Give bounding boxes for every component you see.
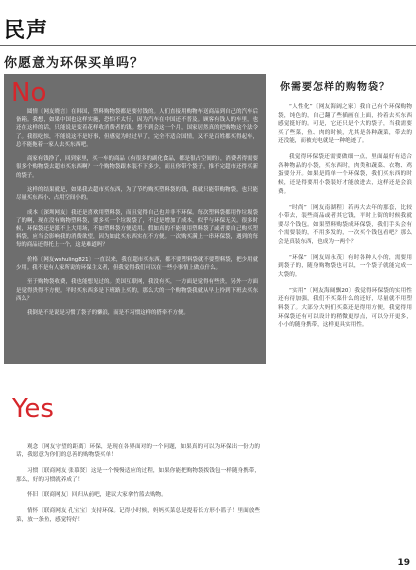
yes-paragraph: 怀旧〔联商网友〕回归从前吧，建议大家拿竹篮去购物。: [27, 492, 167, 499]
yes-paragraph: 观念〔网友守望的距离〕环保，是现在各界面对的一个问题，如果真的可以为环保出一份力的话，我愿意为你们的总善的购物袋买单！: [16, 444, 260, 459]
yes-heading: Yes: [12, 394, 54, 424]
right-paragraph: 我觉得环保袋还需要做细一点，里面最好有适合各种物品的小袋，买东西时，肉类和蔬菜、衣物、鸡蛋要分开。如果是简单一个环保袋，我们买东西的时候，还是得要用小袋装好才能放进去，这样还是会浪费。: [278, 154, 412, 195]
no-paragraph: 我倒是不是说是习惯了袋子的懒浪，而是不习惯这样的搭牵不方便。: [27, 310, 189, 317]
yes-opinions-text: [16, 443, 260, 531]
right-paragraph: “人性化”〔网友海阔之家〕我自己有个环保购物袋，纯色的，自己翻了些插画在上面，拎着去买东西感觉挺好的。可是，它还只是个大的袋子，当我需要买了些菜，鱼、肉的时候，尤其是各种蔬菜，带去的还没能，而被充电就是一种绝迹了。: [278, 104, 412, 145]
no-paragraph: 成本〔深圳网友〕我还是喜欢用塑料袋，而且觉得自己也并非不环保。每次塑料袋都用作垃圾袋了的啊，现在没有购物塑料袋，要多买一个垃圾袋了，不过是增加了成本，似乎与环保无关。很多时候，环保袋还是派不上大用场，不如塑料袋方便适用。假如真的不能使用塑料袋了或者要自己购买塑料袋，应当会影响我的消费欲望，因为如此买东西实在不方便。一次购买满上一串环保袋，遇到的每每的商品还得托上一个，这是难道吗？: [16, 209, 258, 249]
yes-paragraph: 情怀〔联商网友 孔宝宝〕支持环保。记得小时候，妈妈买菜总是提着长方形小篮子！里面放些菜，放一条鱼，感觉特好！: [16, 508, 260, 523]
no-opinions-text: [16, 108, 258, 324]
yes-opinions-area: [4, 366, 266, 566]
right-paragraph: “环保”〔网友周永茂〕有时各种人小的，需要用到袋子的，随身购物袋也可以，一个袋子就能完成一大袋的。: [278, 254, 412, 278]
right-column-text: [278, 103, 412, 330]
no-opinions-box: [4, 74, 266, 364]
no-paragraph: 这样的结果就是，如果我去超市买东西，为了节约购买塑料袋的钱，我就只能带购物袋，也只能尽量买东西小、占用空间小的。: [16, 187, 258, 202]
no-paragraph: 商家有钱挣了，回到家里，买一车的商品（有很多的副化食品，都是很占空间的），消费者得需要很多个购物袋去超市买东西啊？一个购物袋跟本装不下多少，而且你带个袋子，推不完超市还得买新的袋子。: [16, 156, 258, 179]
right-column-title: 你需要怎样的购物袋？: [280, 82, 390, 93]
no-paragraph: 圆情〔网友晓言〕在韩国，塑料购物袋都是要付钱的。人们直接用购物车送商品到自己的汽车后备箱。我想，如果中国也这样实施，恐怕不太行，因为汽车在中国还不普及。顾客有钱人的车里，也还在这样的话，只能说是变着花样收消费者的钱。想不到会这一个月，国家居然真的把购物这个法令了。我很吃惊，不能说这不是好事，但感觉为时过早了，完全不适合国情，又不是百姓都买得起车，总不能拖着一家人去买东西吧。: [16, 109, 258, 148]
no-heading: No: [11, 78, 47, 108]
right-column: [278, 78, 412, 550]
header-rule: [0, 45, 416, 46]
page-number: 19: [397, 558, 410, 568]
yes-paragraph: 习惯〔联商网友 张慕贤〕这是一个慢慢适应的过程，如果你能把购物袋拨钱包一样随身携带，那么，好的习惯就养成了！: [16, 468, 260, 483]
right-paragraph: “时尚”〔网友南湖程〕若再大去年的那套，比较小带去，装些商品或者其它钱，平时上街的时候我就要尽个钱包。如果塑料购袋成环保袋，我们手头会有个需要装的，不用多发的，一次买个钱包看吧？那么会是真装东西，也成为一两个？: [278, 204, 412, 245]
no-paragraph: 至于购物袋收费，我也能想见过的。美国互联网，我没有买，一方面是觉得有些贵，另外一方面是觉得贵得不方便。平时买东西多是下班路上买的，那么大的一个购物袋我就从早上拎到下班去买东西么？: [16, 279, 258, 302]
section-title: 民声: [4, 18, 48, 42]
question-heading: 你愿意为环保买单吗？: [4, 56, 145, 71]
no-paragraph: 价格〔网友wshuling821〕一直以来，我在超市买东西，都不要塑料袋就不要塑料袋，把少用就少用。我不是有人家所说的环保主义者，但我觉得我们可以在一些小事情上做点什么。: [16, 256, 258, 271]
right-paragraph: “实用”〔网友海阔飘20〕我觉得环保袋的实用性还有待加强，我们不买菜什么的还好，尽量就不用塑料袋了。大部分大妈们买菜还是得用方便，我觉得用环保袋还有可以设计的稍微更厚点，可以分开更多，小小的随身携带，这样更具实用性。: [278, 287, 412, 329]
